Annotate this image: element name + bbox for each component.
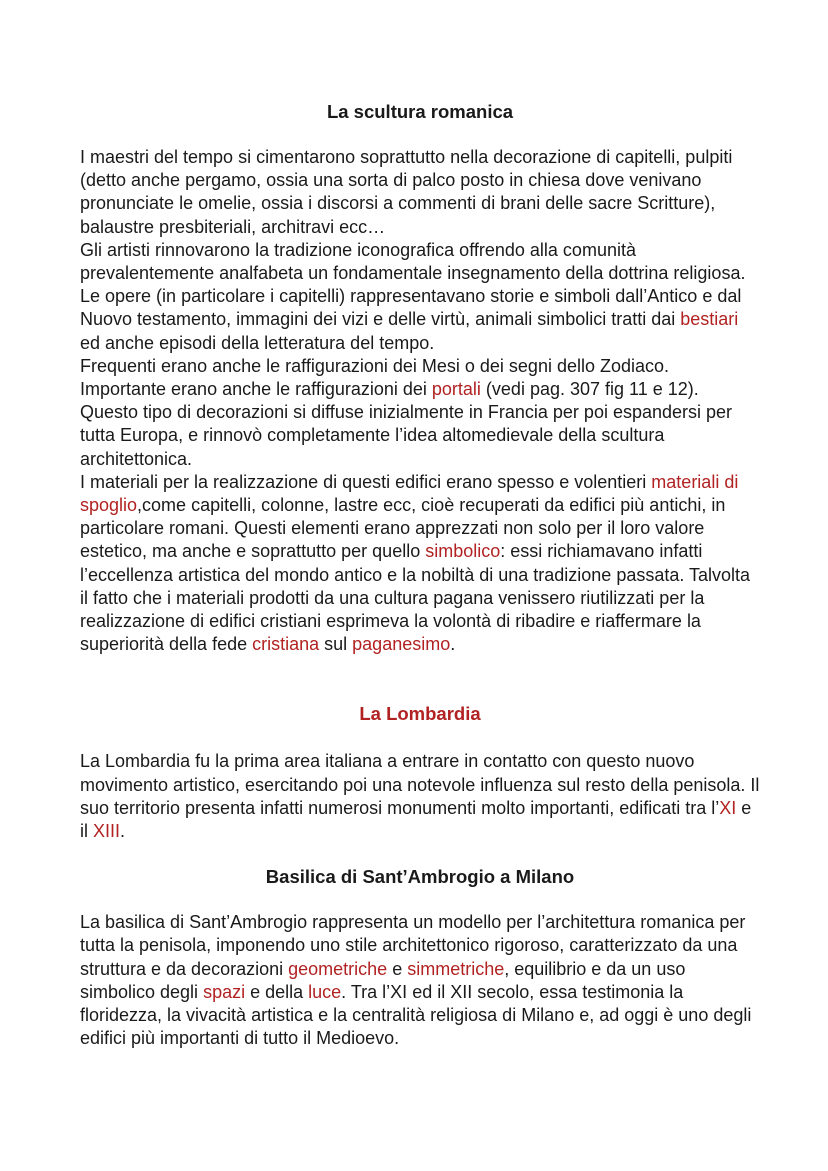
- text-run: e della: [245, 981, 309, 1002]
- highlighted-term: XIII: [93, 821, 121, 842]
- highlighted-term: simbolico: [425, 541, 501, 562]
- section-title-scultura-romanica: La scultura romanica: [326, 101, 514, 122]
- text-run: .: [120, 821, 126, 842]
- text-run: . Tra l’XI ed il XII secolo, essa testimonia la floridezza, la vivacità artistica e la centralità religiosa di Milano e, ad oggi è uno degli edifici più importanti di tutto il Medioevo.: [80, 981, 752, 1049]
- text-run: I maestri del tempo si cimentarono soprattutto nella decorazione di capitelli, pulpiti (detto anche pergamo, ossia una sorta di palco posto in chiesa dove venivano pronunciate le omelie, ossia i discorsi a commenti di brani delle sacre Scritture), balaustre presbiteriali, architravi ecc…: [80, 147, 733, 237]
- text-run: .: [450, 634, 456, 655]
- text-run: I materiali per la realizzazione di questi edifici erano spesso e volentieri: [80, 471, 652, 492]
- text-run: e il: [80, 797, 752, 842]
- paragraph-basilica: [80, 911, 760, 1050]
- section-title-lombardia: La Lombardia: [359, 703, 481, 725]
- text-run: La Lombardia fu la prima area italiana a entrare in contatto con questo nuovo movimento artistico, esercitando poi una notevole influenza sul resto della penisola. Il suo territorio presenta infatti numerosi monumenti molto importanti, edificati tra l’: [80, 751, 760, 818]
- text-run: La basilica di Sant’Ambrogio rappresenta un modello per l’architettura romanica per tutta la penisola, imponendo uno stile architettonico rigoroso, caratterizzato da una struttura e da decorazioni: [80, 912, 746, 979]
- document-page: [80, 98, 760, 1051]
- section-title-basilica: Basilica di Sant’Ambrogio a Milano: [265, 866, 575, 888]
- highlighted-term: spazi: [203, 981, 246, 1002]
- highlighted-term: geometriche: [288, 958, 388, 979]
- paragraph-lombardia: [80, 750, 760, 843]
- highlighted-term: simmetriche: [407, 958, 505, 979]
- text-run: Gli artisti rinnovarono la tradizione iconografica offrendo alla comunità prevalentemente analfabeta un fondamentale insegnamento della dottrina religiosa. Le opere (in particolare i capitelli) rappresentavano storie e simboli dall’Antico e dal Nuovo testamento, immagini dei vizi e delle virtù, animali simbolici tratti dai: [80, 239, 746, 330]
- highlighted-term: XI: [719, 797, 737, 818]
- highlighted-term: luce: [308, 981, 342, 1002]
- text-run: : essi richiamavano infatti l’eccellenza artistica del mondo antico e la nobiltà di una tradizione passata. Talvolta il fatto che i materiali prodotti da una cultura pagana venissero riutilizzati per la realizzazione di edifici cristiani esprimeva la volontà di ribadire e riaffermare la superiorità della fede: [80, 541, 751, 655]
- paragraph-scultura-romanica: [80, 146, 760, 656]
- text-run: (vedi pag. 307 fig 11 e 12). Questo tipo di decorazioni si diffuse inizialmente in Francia per poi espandersi per tutta Europa, e rinnovò completamente l’idea altomedievale della scultura architettonica.: [80, 379, 733, 469]
- text-run: , equilibrio e da un uso simbolico degli: [80, 958, 686, 1002]
- text-run: Frequenti erano anche le raffigurazioni dei Mesi o dei segni dello Zodiaco.: [80, 355, 670, 376]
- highlighted-term: cristiana: [252, 634, 320, 655]
- text-run: sul: [319, 634, 353, 655]
- highlighted-term: portali: [431, 379, 481, 400]
- text-run: e: [387, 958, 408, 979]
- highlighted-term: materiali di spoglio: [80, 471, 739, 516]
- text-run: ed anche episodi della letteratura del tempo.: [80, 332, 435, 353]
- text-run: Importante erano anche le raffigurazioni dei: [80, 379, 432, 400]
- highlighted-term: bestiari: [680, 309, 739, 330]
- highlighted-term: paganesimo: [352, 634, 451, 655]
- text-run: ,come capitelli, colonne, lastre ecc, cioè recuperati da edifici più antichi, in particolare romani. Questi elementi erano apprezzati non solo per il loro valore estetico, ma anche e soprattutto per quello: [80, 495, 726, 562]
